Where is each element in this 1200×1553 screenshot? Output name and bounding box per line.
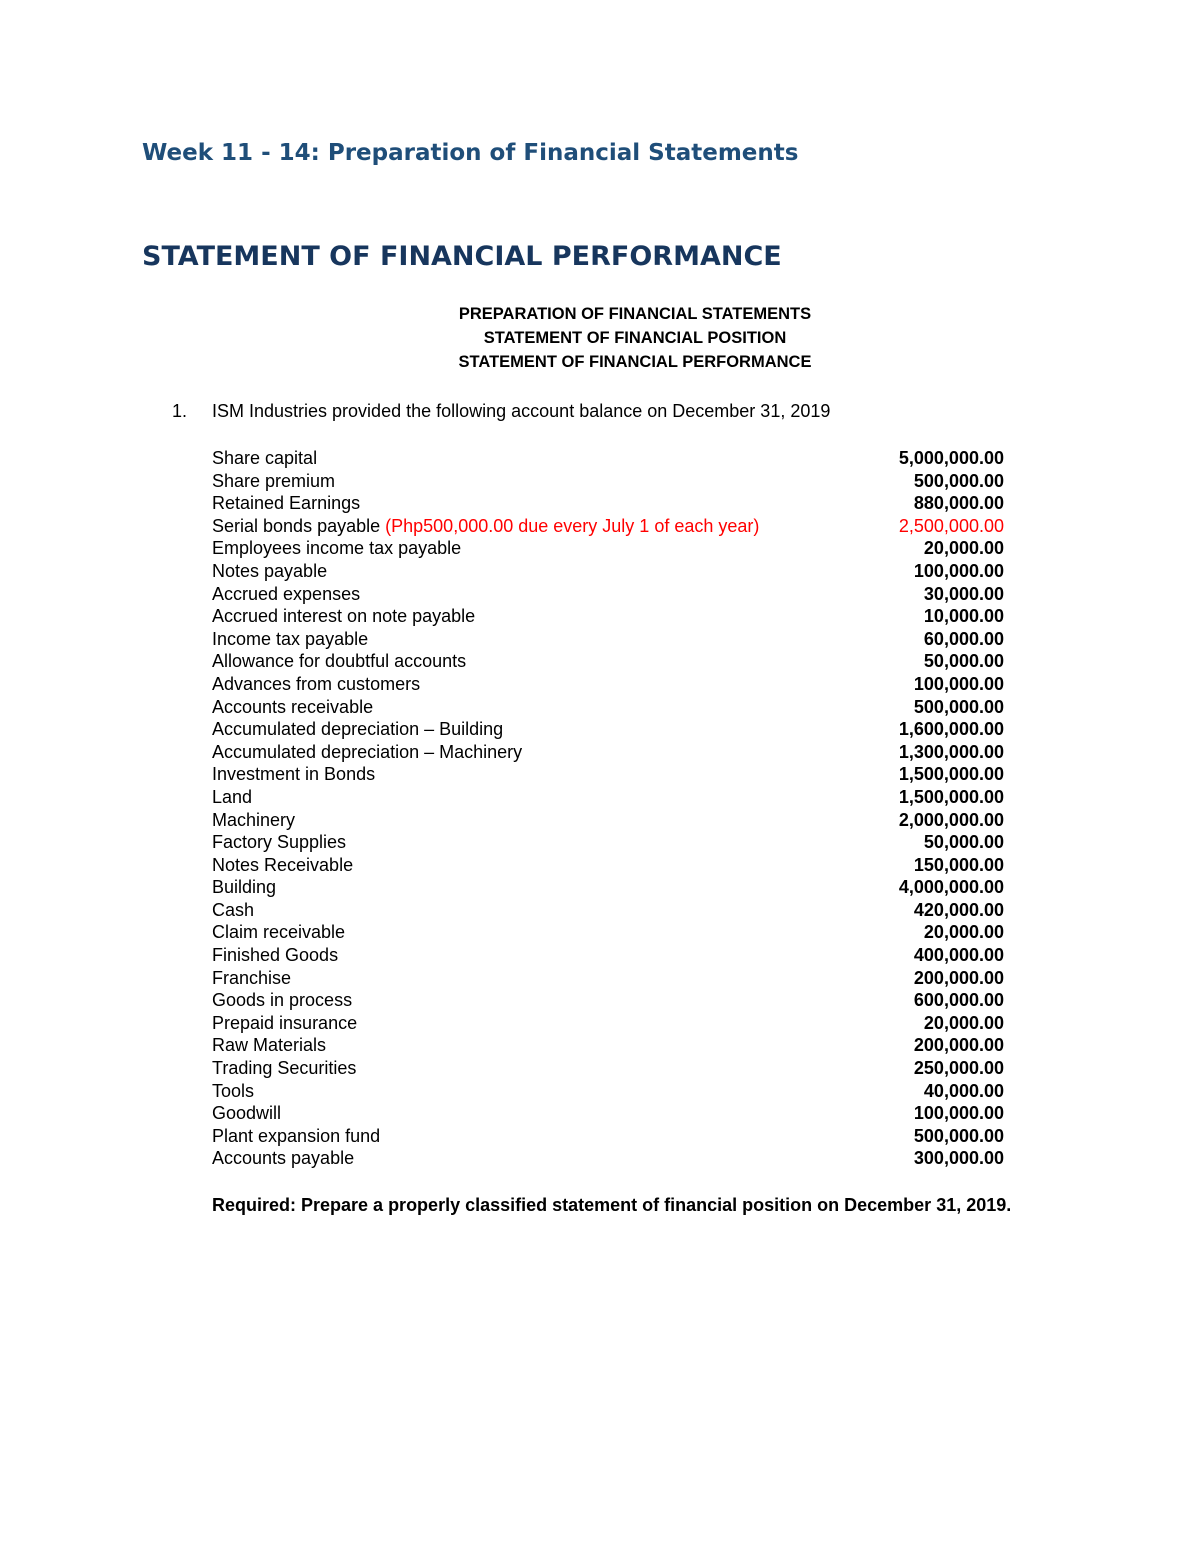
account-label [212, 1034, 326, 1057]
account-amount: 200,000.00 [913, 967, 1004, 988]
account-label [212, 854, 353, 877]
account-row [212, 1080, 1004, 1103]
account-name: Finished Goods [212, 945, 339, 966]
account-amount: 4,000,000.00 [898, 877, 1004, 898]
account-amount: 250,000.00 [913, 1058, 1004, 1079]
account-label [212, 696, 373, 719]
account-name: Share premium [212, 470, 336, 491]
account-amount: 880,000.00 [913, 493, 1004, 514]
account-label [212, 560, 327, 583]
account-row [212, 786, 1004, 809]
account-name: Income tax payable [212, 628, 369, 649]
account-amount: 10,000.00 [923, 606, 1004, 627]
account-label [212, 763, 375, 786]
title-line: PREPARATION OF FINANCIAL STATEMENTS [458, 305, 812, 323]
account-name: Accounts payable [212, 1148, 355, 1169]
account-amount: 50,000.00 [923, 651, 1004, 672]
account-amount: 1,300,000.00 [898, 741, 1004, 762]
account-row [212, 1012, 1004, 1035]
account-amount: 500,000.00 [913, 1125, 1004, 1146]
account-amount: 420,000.00 [913, 899, 1004, 920]
account-name: Raw Materials [212, 1035, 327, 1056]
account-label [212, 673, 420, 696]
account-row [212, 673, 1004, 696]
account-row [212, 650, 1004, 673]
account-amount: 60,000.00 [923, 628, 1004, 649]
account-name: Prepaid insurance [212, 1012, 358, 1033]
account-name: Franchise [212, 967, 292, 988]
account-row [212, 967, 1004, 990]
account-label [212, 605, 475, 628]
account-label [212, 809, 295, 832]
account-name: Land [212, 786, 253, 807]
account-label [212, 1102, 281, 1125]
account-row [212, 854, 1004, 877]
account-row [212, 741, 1004, 764]
account-label [212, 967, 291, 990]
account-name: Accumulated depreciation – Building [212, 719, 504, 740]
account-label [212, 786, 252, 809]
account-row [212, 899, 1004, 922]
account-name: Claim receivable [212, 922, 346, 943]
account-label [212, 583, 360, 606]
account-label [212, 1125, 380, 1148]
required-instruction: Required: Prepare a properly classified statement of financial position on December 31, 2019. [212, 1195, 1012, 1215]
account-label [212, 537, 461, 560]
account-row [212, 944, 1004, 967]
account-row [212, 1057, 1004, 1080]
account-amount: 200,000.00 [913, 1035, 1004, 1056]
account-label [212, 831, 346, 854]
account-name: Serial bonds payable [212, 515, 381, 536]
account-row [212, 537, 1004, 560]
account-label [212, 989, 352, 1012]
account-amount: 500,000.00 [913, 470, 1004, 491]
account-amount: 40,000.00 [923, 1080, 1004, 1101]
account-name: Advances from customers [212, 673, 421, 694]
account-label [212, 492, 360, 515]
account-amount: 600,000.00 [913, 990, 1004, 1011]
account-amount: 100,000.00 [913, 560, 1004, 581]
account-row [212, 696, 1004, 719]
title-line: STATEMENT OF FINANCIAL PERFORMANCE [458, 353, 812, 371]
account-name: Factory Supplies [212, 832, 347, 853]
account-name: Employees income tax payable [212, 538, 462, 559]
account-amount: 100,000.00 [913, 1103, 1004, 1124]
account-amount: 400,000.00 [913, 945, 1004, 966]
account-label [212, 1080, 254, 1103]
account-row [212, 809, 1004, 832]
account-row [212, 492, 1004, 515]
account-row [212, 560, 1004, 583]
account-row [212, 718, 1004, 741]
account-label [212, 1012, 357, 1035]
account-row [212, 921, 1004, 944]
account-label [212, 470, 335, 493]
account-name: Machinery [212, 809, 296, 830]
problem-text: ISM Industries provided the following account balance on December 31, 2019 [212, 401, 831, 421]
account-label [212, 921, 345, 944]
account-amount: 150,000.00 [913, 854, 1004, 875]
account-name: Allowance for doubtful accounts [212, 651, 467, 672]
account-amount: 500,000.00 [913, 696, 1004, 717]
account-name: Accumulated depreciation – Machinery [212, 741, 523, 762]
account-row [212, 470, 1004, 493]
account-label [212, 447, 317, 470]
account-amount: 300,000.00 [913, 1148, 1004, 1169]
account-row [212, 831, 1004, 854]
account-amount: 30,000.00 [923, 583, 1004, 604]
account-amount: 1,500,000.00 [898, 786, 1004, 807]
account-row [212, 876, 1004, 899]
statement-titles [0, 302, 1200, 374]
account-name: Investment in Bonds [212, 764, 376, 785]
account-row [212, 583, 1004, 606]
account-amount: 1,500,000.00 [898, 764, 1004, 785]
account-name: Goodwill [212, 1103, 282, 1124]
account-note: (Php500,000.00 due every July 1 of each year) [385, 515, 760, 536]
account-name: Retained Earnings [212, 493, 361, 514]
account-amount: 50,000.00 [923, 832, 1004, 853]
account-label [212, 628, 368, 651]
account-name: Accounts receivable [212, 696, 374, 717]
account-amount: 2,500,000.00 [898, 515, 1004, 536]
account-name: Trading Securities [212, 1058, 357, 1079]
account-label [212, 944, 338, 967]
account-label [212, 876, 276, 899]
account-name: Share capital [212, 448, 318, 468]
account-name: Building [212, 877, 277, 898]
account-label [212, 718, 503, 741]
account-name: Tools [212, 1080, 255, 1101]
account-label [212, 515, 759, 538]
problem-number: 1. [172, 401, 188, 421]
account-row [212, 515, 1004, 538]
account-row [212, 1034, 1004, 1057]
account-row [212, 628, 1004, 651]
account-name: Notes payable [212, 560, 328, 581]
account-name: Notes Receivable [212, 854, 354, 875]
account-amount: 1,600,000.00 [898, 719, 1004, 740]
account-name: Goods in process [212, 990, 353, 1011]
account-name: Plant expansion fund [212, 1125, 381, 1146]
account-row [212, 989, 1004, 1012]
account-label [212, 1057, 356, 1080]
account-amount: 2,000,000.00 [898, 809, 1004, 830]
account-label [212, 741, 522, 764]
account-row [212, 605, 1004, 628]
account-amount: 20,000.00 [923, 1012, 1004, 1033]
problem-statement [172, 399, 830, 423]
page-title: Week 11 - 14: Preparation of Financial Statements [142, 140, 799, 166]
account-amount: 20,000.00 [923, 538, 1004, 559]
account-row [212, 763, 1004, 786]
account-balances-list [212, 447, 1004, 1170]
account-amount: 20,000.00 [923, 922, 1004, 943]
account-name: Accrued expenses [212, 583, 361, 604]
account-label [212, 899, 254, 922]
account-label [212, 650, 466, 673]
title-line: STATEMENT OF FINANCIAL POSITION [483, 329, 787, 347]
account-row [212, 1125, 1004, 1148]
account-row [212, 1147, 1004, 1170]
account-amount: 100,000.00 [913, 673, 1004, 694]
account-name: Accrued interest on note payable [212, 606, 476, 627]
account-row [212, 1102, 1004, 1125]
account-amount: 5,000,000.00 [898, 448, 1004, 468]
account-label [212, 1147, 354, 1170]
account-row [212, 447, 1004, 470]
section-heading: STATEMENT OF FINANCIAL PERFORMANCE [142, 241, 782, 272]
account-name: Cash [212, 899, 255, 920]
